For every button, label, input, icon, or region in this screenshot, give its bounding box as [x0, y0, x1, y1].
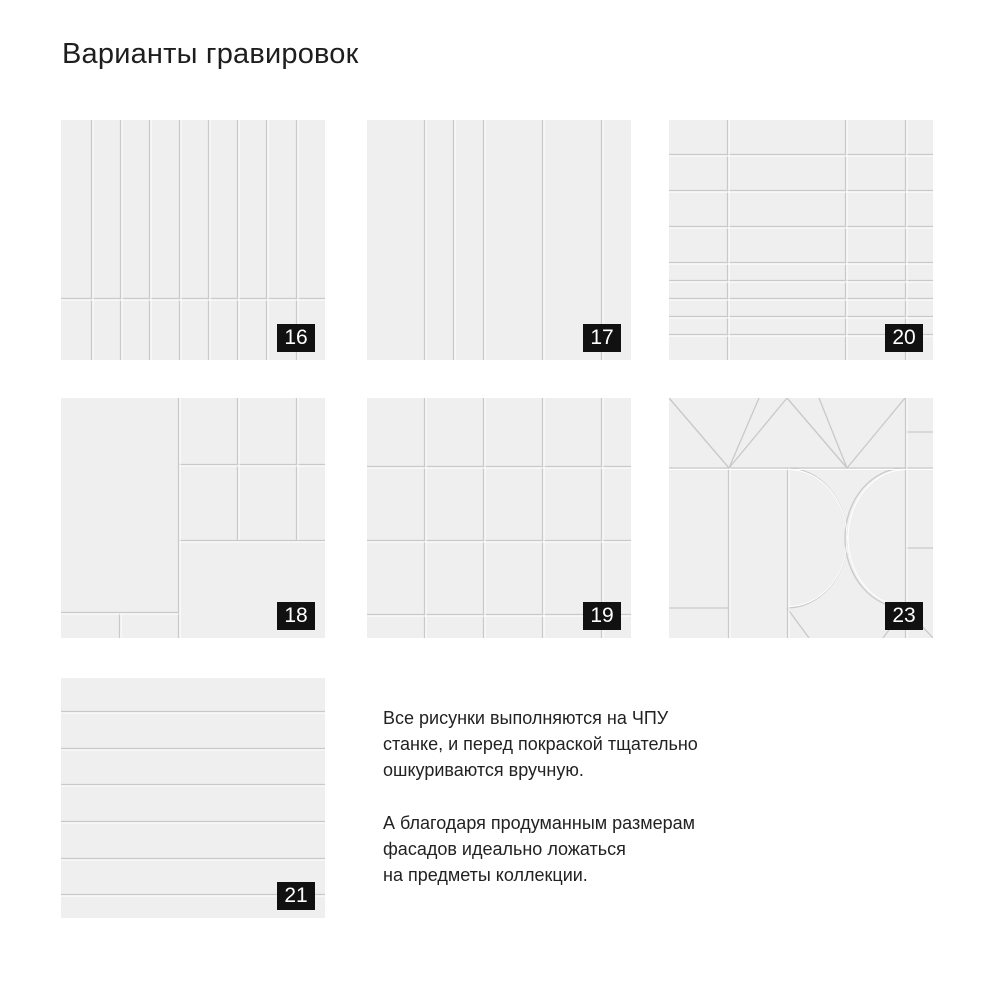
description-line: на предметы коллекции. [383, 865, 588, 885]
engraving-panel-17[interactable] [367, 120, 631, 360]
panel-number-badge: 19 [583, 602, 621, 630]
panel-number-badge: 17 [583, 324, 621, 352]
panel-number-badge: 18 [277, 602, 315, 630]
engraving-panel-19[interactable] [367, 398, 631, 638]
description-paragraph-1 [383, 705, 698, 783]
engraving-panel-21[interactable] [61, 678, 325, 918]
description-line: А благодаря продуманным размерам [383, 813, 695, 833]
description-paragraph-2 [383, 810, 695, 888]
description-line: фасадов идеально ложаться [383, 839, 626, 859]
description-line: Все рисунки выполняются на ЧПУ [383, 708, 669, 728]
engraving-panel-18[interactable] [61, 398, 325, 638]
engraving-panel-23[interactable] [669, 398, 933, 638]
panel-number-badge: 16 [277, 324, 315, 352]
engraving-panel-16[interactable] [61, 120, 325, 360]
page-title: Варианты гравировок [62, 38, 359, 70]
engraving-panel-20[interactable] [669, 120, 933, 360]
panel-number-badge: 20 [885, 324, 923, 352]
panel-number-badge: 21 [277, 882, 315, 910]
panel-number-badge: 23 [885, 602, 923, 630]
description-line: станке, и перед покраской тщательно [383, 734, 698, 754]
description-line: ошкуриваются вручную. [383, 760, 584, 780]
